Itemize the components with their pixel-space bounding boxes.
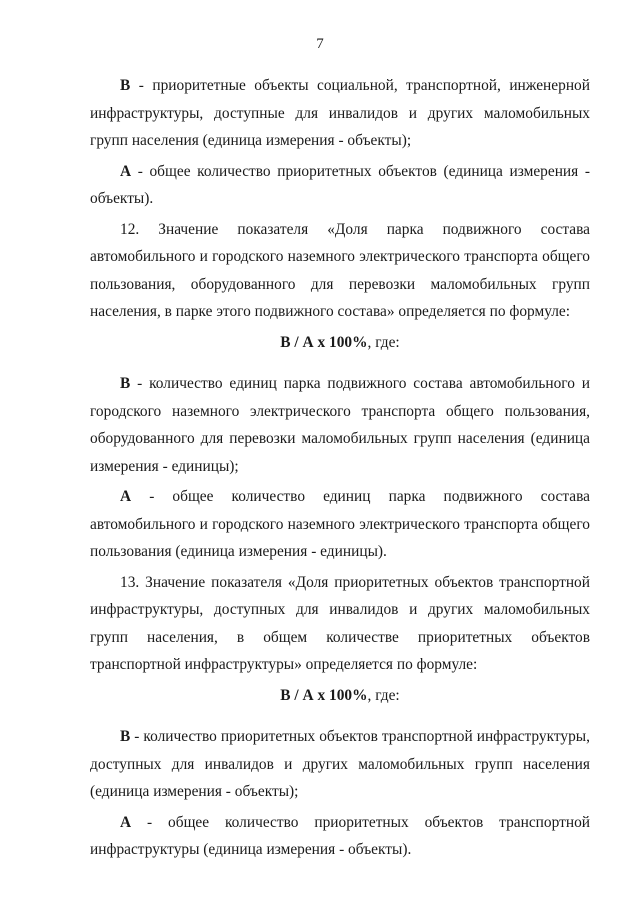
- paragraph-13: 13. Значение показателя «Доля приоритетных объектов транспортной инфраструктуры, доступных для инвалидов и других маломобильных групп населения, в общем количестве приоритетных объектов транспортной инфраструктуры» определяется по формуле:: [90, 573, 590, 673]
- definition-b-priority-objects: [90, 72, 590, 155]
- definition-term: А: [120, 162, 132, 180]
- definition-text: - общее количество единиц парка подвижного состава автомобильного и городского наземного электрического транспорта общего пользования (единица измерения - единицы).: [90, 488, 590, 560]
- formula-expression: В / А х 100%: [280, 686, 368, 704]
- definition-text: - общее количество приоритетных объектов транспортной инфраструктуры (единица измерения - объекты).: [90, 813, 590, 858]
- definition-a-priority-objects: [90, 158, 590, 213]
- definition-b-transport-objects: [90, 723, 590, 806]
- definition-term: B: [120, 77, 131, 94]
- definition-b-rolling-stock: [90, 370, 590, 480]
- definition-text: - приоритетные объекты социальной, транспортной, инженерной инфраструктуры, доступные для инвалидов и других маломобильных групп населения (единица измерения - объекты);: [90, 77, 590, 149]
- formula-suffix: , где:: [367, 686, 400, 704]
- definition-term: А: [120, 813, 132, 831]
- definition-term: В: [120, 375, 131, 392]
- definition-text: - количество приоритетных объектов транспортной инфраструктуры, доступных для инвалидов и других маломобильных групп населения (единица измерения - объекты);: [90, 728, 590, 800]
- definition-term: А: [120, 488, 132, 505]
- definition-a-rolling-stock: [90, 483, 590, 566]
- paragraph-12: 12. Значение показателя «Доля парка подвижного состава автомобильного и городского наземного электрического транспорта общего пользования, оборудованного для перевозки маломобильных групп населения, в парке этого подвижного состава» определяется по формуле:: [90, 220, 590, 320]
- definition-a-transport-objects: [90, 809, 590, 864]
- formula-13: [90, 682, 590, 710]
- formula-suffix: , где:: [367, 333, 400, 351]
- formula-12: [90, 329, 590, 357]
- page-number: 7: [316, 36, 324, 52]
- formula-expression: В / А х 100%: [280, 333, 368, 351]
- definition-text: - общее количество приоритетных объектов (единица измерения - объекты).: [90, 162, 590, 207]
- definition-text: - количество единиц парка подвижного состава автомобильного и городского наземного электрического транспорта общего пользования, оборудованного для перевозки маломобильных групп населения (единица измерения - единицы);: [90, 375, 590, 475]
- document-body: [90, 72, 590, 867]
- definition-term: В: [120, 728, 131, 745]
